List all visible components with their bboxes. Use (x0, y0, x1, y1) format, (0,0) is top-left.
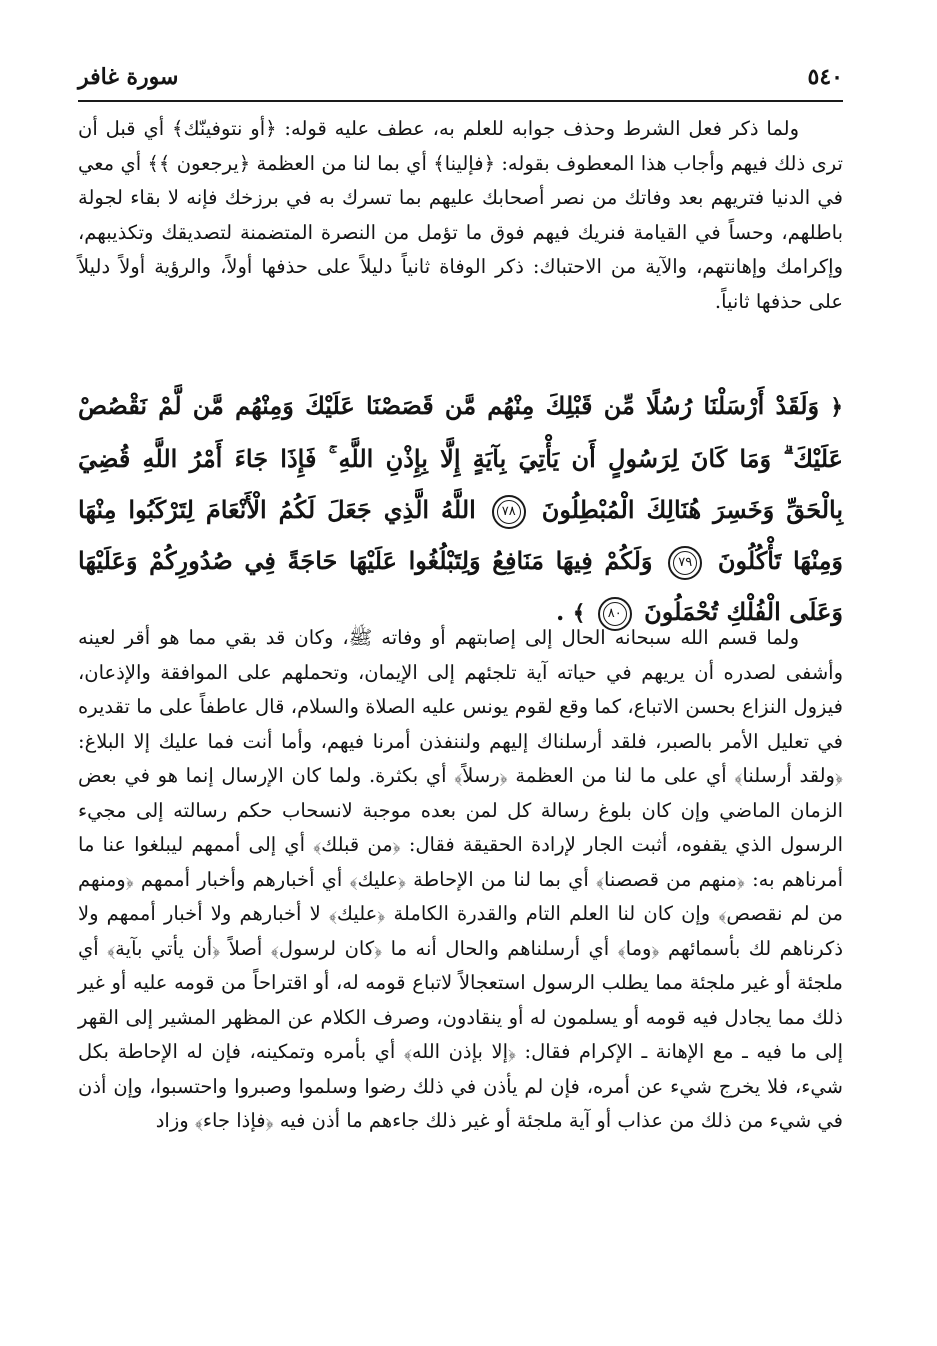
quran-verse-block (78, 380, 844, 626)
verse-end-mark: . (556, 597, 565, 626)
header-rule (78, 100, 843, 102)
verse-close-bracket: ﴾ (572, 601, 586, 626)
commentary-paragraph-1 (78, 112, 843, 352)
verse-text-78: وَلَقَدْ أَرْسَلْنَا رُسُلًا مِّن قَبْلِكَ مِنْهُم مَّن قَصَصْنَا عَلَيْكَ وَمِنْهُم مَّن لَّمْ نَقْصُصْ عَلَيْكَ ۗ وَمَا كَانَ لِرَسُولٍ أَن يَأْتِيَ بِآيَةٍ إِلَّا بِإِذْنِ اللَّهِ ۚ فَإِذَا جَاءَ أَمْرُ اللَّهِ قُضِيَ بِالْحَقِّ وَخَسِرَ هُنَالِكَ الْمُبْطِلُونَ (78, 391, 844, 524)
commentary-text-1: ولما ذكر فعل الشرط وحذف جوابه للعلم به، عطف عليه قوله: ﴿أو نتوفينّك﴾ أي قبل أن ترى ذلك فيهم وأجاب هذا المعطوف بقوله: ﴿فإلينا﴾ أي بما لنا من العظمة ﴿يرجعون ﴾﴾ أي معي في الدنيا فتريهم بعد وفاتك من نصر أصحابك عليهم بما تسرك به في برزخك فإنه لا بقاء لجولة باطلهم، وحساً في القيامة فنريك فيهم فوق ما تؤمل من النصرة المتضمنة لتصديقك وتكذيبهم، وإكرامك وإهانتهم، والآية من الاحتباك: ذكر الوفاة ثانياً دليلاً على حذفها أولاً، والرؤية أولاً دليلاً على حذفها ثانياً. (78, 117, 843, 313)
page-header (78, 58, 843, 102)
page-number: ٥٤٠ (807, 64, 843, 90)
ayah-number-80: ٨٠ (598, 597, 632, 631)
verse-text-80: وَلَكُمْ فِيهَا مَنَافِعُ وَلِتَبْلُغُوا عَلَيْهَا حَاجَةً فِي صُدُورِكُمْ وَعَلَيْهَا وَعَلَى الْفُلْكِ تُحْمَلُونَ (78, 546, 843, 626)
verse-text-79: اللَّهُ الَّذِي جَعَلَ لَكُمُ الْأَنْعَامَ لِتَرْكَبُوا مِنْهَا وَمِنْهَا تَأْكُلُونَ (78, 495, 844, 575)
ayah-number-79: ٧٩ (668, 546, 702, 580)
page-content (78, 112, 843, 1331)
commentary-paragraph-2 (78, 621, 843, 1331)
surah-name: سورة غافر (78, 64, 179, 90)
verse-open-bracket: ﴿ (830, 395, 843, 420)
commentary-text-2: ولما قسم الله سبحانه الحال إلى إصابتهم أو وفاته ﷺ، وكان قد بقي مما هو أقر لعينه وأشفى لصدره أن يريهم في حياته آية تلجئهم إلى الإيمان، وتحملهم على الموافقة والإذعان، فيزول النزاع بحسن الاتباع، كما وقع لقوم يونس عليه الصلاة والسلام، قال عاطفاً على ما تقديره في تعليل الأمر بالصبر، فلقد أرسلناك إليهم ولننفذن أمرنا فيهم، وأما أنت فما عليك إلا البلاغ: ﴿ولقد أرسلنا﴾ أي على ما لنا من العظمة ﴿رسلاً﴾ أي بكثرة. ولما كان الإرسال إنما هو في بعض الزمان الماضي وإن كان بلوغ رسالة كل لمن بعده موجبة لانسحاب حكم رسالته إلى مجيء الرسول الذي يقفوه، أثبت الجار لإرادة الحقيقة فقال: ﴿من قبلك﴾ أي إلى أممهم ليبلغوا عنا ما أمرناهم به: ﴿منهم من قصصنا﴾ أي بما لنا من الإحاطة ﴿عليك﴾ أي أخبارهم وأخبار أممهم ﴿ومنهم من لم نقصص﴾ وإن كان لنا العلم التام والقدرة الكاملة ﴿عليك﴾ لا أخبارهم ولا أخبار أممهم ولا ذكرناهم لك بأسمائهم ﴿وما﴾ أي أرسلناهم والحال أنه ما ﴿كان لرسول﴾ أصلاً ﴿أن يأتي بآية﴾ أي ملجئة أو غير ملجئة مما يطلب الرسول استعجالاً لاتباع قومه له، أو اقتراحاً من قومه عليه أو غير ذلك مما يجادل فيه قومه أو يسلمون له أو ينقادون، وصرف الكلام عن المظهر المشير إلى القهر إلى ما فيه ـ مع الإهانة ـ الإكرام فقال: ﴿إلا بإذن الله﴾ أي بأمره وتمكينه، فإن له الإحاطة بكل شيء، فلا يخرج شيء عن أمره، فإن لم يأذن في ذلك رضوا وسلموا وصبروا واحتسبوا، وإن أذن في شيء من ذلك من عذاب أو آية ملجئة أو غير ذلك جاءهم ما أذن فيه ﴿فإذا جاء﴾ وزاد (78, 626, 844, 1132)
ayah-number-78: ٧٨ (492, 495, 526, 529)
